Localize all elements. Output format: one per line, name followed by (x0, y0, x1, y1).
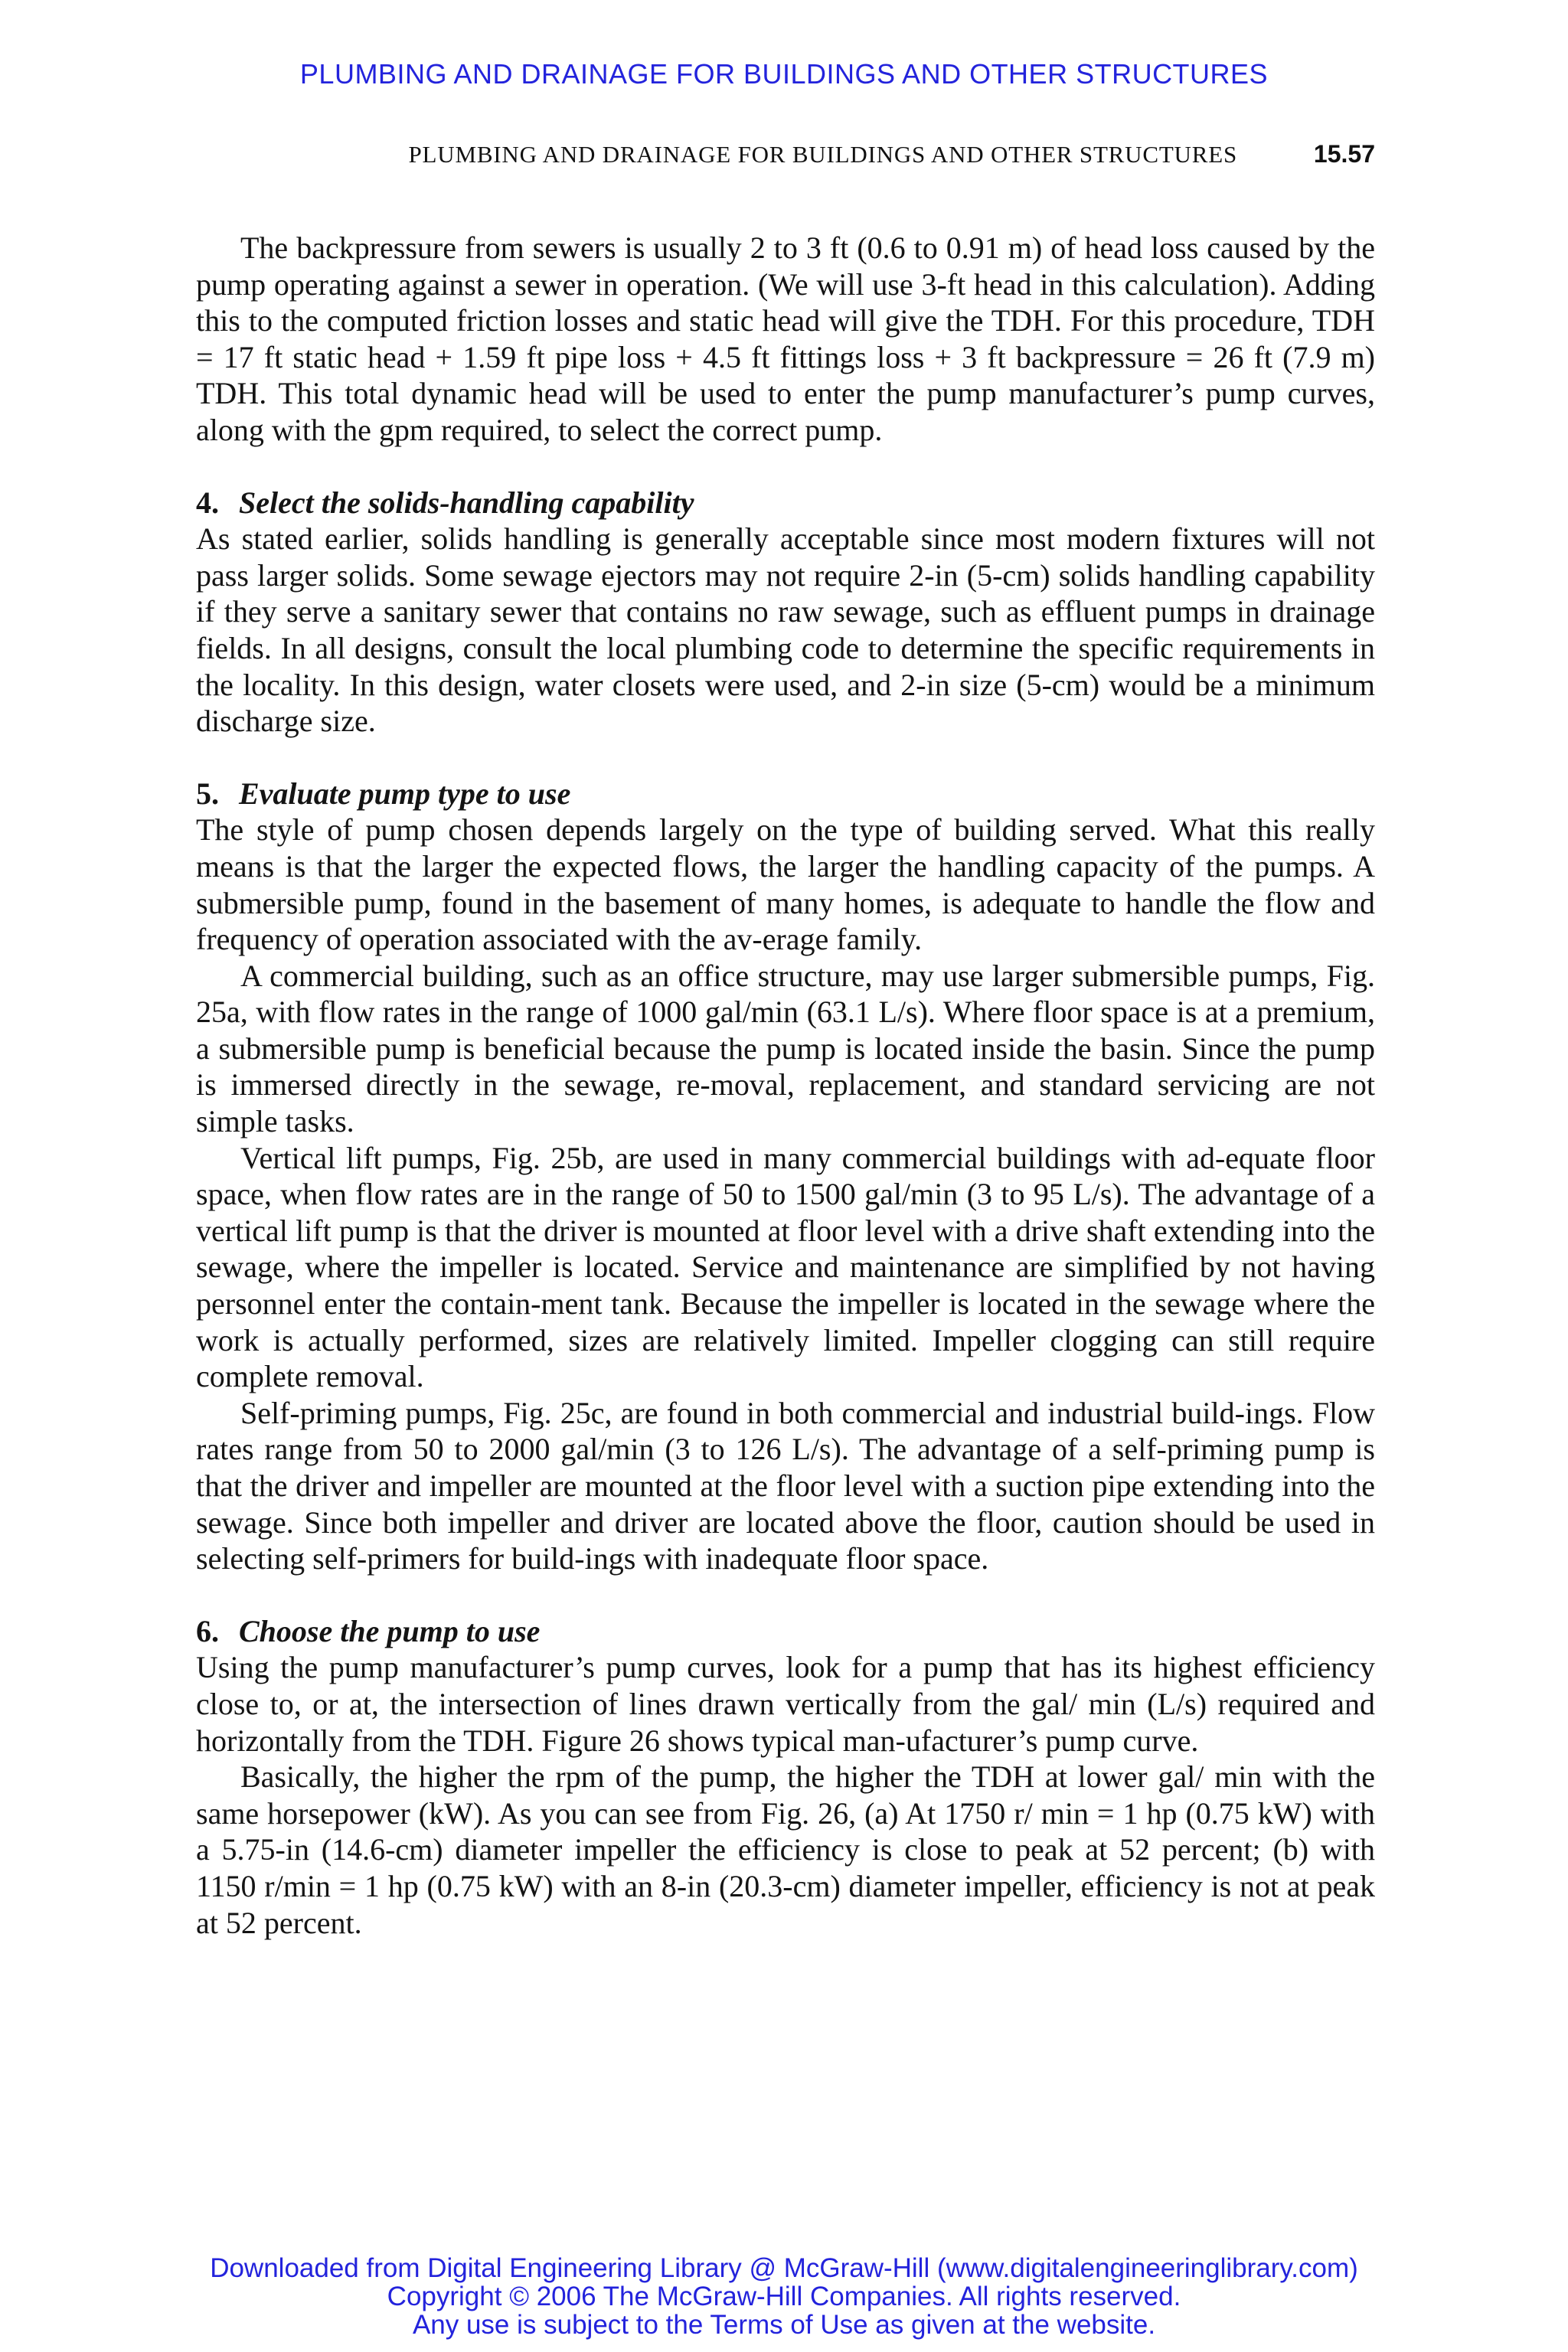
step-4 (196, 485, 1375, 740)
paragraph: The style of pump chosen depends largely on the type of building served. What this really means is that the larger the expected flows, the larger the handling capacity of the pumps. A submersible pump, found in the basement of many homes, is adequate to handle the flow and frequency of operation associated with the av-erage family. (196, 812, 1375, 957)
footer-copyright-line: Copyright © 2006 The McGraw-Hill Companies. All rights reserved. (387, 2282, 1181, 2311)
download-footer (0, 2254, 1568, 2339)
step-heading (196, 1613, 1375, 1650)
step-heading (196, 776, 1375, 812)
body-text (196, 230, 1375, 1941)
step-heading (196, 485, 1375, 521)
intro-paragraph: The backpressure from sewers is usually 2 to 3 ft (0.6 to 0.91 m) of head loss caused by the pump operating against a sewer in operation. (We will use 3-ft head in this calculation). Adding this to the computed friction losses and static head will give the TDH. For this procedure, TDH = 17 ft static head + 1.59 ft pipe loss + 4.5 ft fittings loss + 3 ft backpressure = 26 ft (7.9 m) TDH. This total dynamic head will be used to enter the pump manufacturer’s pump curves, along with the gpm required, to select the correct pump. (196, 230, 1375, 447)
running-title: PLUMBING AND DRAINAGE FOR BUILDINGS AND OTHER STRUCTURES (408, 141, 1237, 168)
step-6 (196, 1613, 1375, 1941)
footer-download-line: Downloaded from Digital Engineering Library @ McGraw-Hill (www.digitalengineeringlibrary.com) (210, 2253, 1358, 2283)
step-number: 4. (196, 485, 219, 520)
step-5 (196, 776, 1375, 1577)
paragraph: Using the pump manufacturer’s pump curves, look for a pump that has its highest efficiency close to, or at, the intersection of lines drawn vertically from the gal/ min (L/s) required and horizontally from the TDH. Figure 26 shows typical man-ufacturer’s pump curve. (196, 1650, 1375, 1758)
paragraph: A commercial building, such as an office structure, may use larger submersible pumps, Fig. 25a, with flow rates in the range of 1000 gal/min (63.1 L/s). Where floor space is at a premium, a submersible pump is beneficial because the pump is located inside the basin. Since the pump is immersed directly in the sewage, re-moval, replacement, and standard servicing are not simple tasks. (196, 958, 1375, 1139)
footer-terms-line: Any use is subject to the Terms of Use as given at the website. (412, 2310, 1156, 2340)
step-title: Select the solids-handling capability (239, 485, 694, 520)
step-number: 6. (196, 1613, 219, 1648)
paragraph: Basically, the higher the rpm of the pump, the higher the TDH at lower gal/ min with the same horsepower (kW). As you can see from Fig. 26, (a) At 1750 r/ min = 1 hp (0.75 kW) with a 5.75-in (14.6-cm) diameter impeller the efficiency is close to peak at 52 percent; (b) with 1150 r/min = 1 hp (0.75 kW) with an 8-in (20.3-cm) diameter impeller, efficiency is not at peak at 52 percent. (196, 1759, 1375, 1940)
paragraph: As stated earlier, solids handling is generally acceptable since most modern fixtures will not pass larger solids. Some sewage ejectors may not require 2-in (5-cm) solids handling capability if they serve a sanitary sewer that contains no raw sewage, such as effluent pumps in drainage fields. In all designs, consult the local plumbing code to determine the specific requirements in the locality. In this design, water closets were used, and 2-in size (5-cm) would be a minimum discharge size. (196, 521, 1375, 739)
page-number: 15.57 (1313, 140, 1375, 168)
step-title: Evaluate pump type to use (239, 776, 571, 811)
paragraph: Vertical lift pumps, Fig. 25b, are used in many commercial buildings with ad-equate floor space, when flow rates are in the range of 50 to 1500 gal/min (3 to 95 L/s). The advantage of a vertical lift pump is that the driver is mounted at floor level with a drive shaft extending into the sewage, where the impeller is located. Service and maintenance are simplified by not having personnel enter the contain-ment tank. Because the impeller is located in the sewage where the work is actually performed, sizes are relatively limited. Impeller clogging can still require complete removal. (196, 1140, 1375, 1394)
step-title: Choose the pump to use (239, 1613, 541, 1648)
paragraph: Self-priming pumps, Fig. 25c, are found in both commercial and industrial build-ings. Flow rates range from 50 to 2000 gal/min (3 to 126 L/s). The advantage of a self-priming pump is that the driver and impeller are mounted at the floor level with a suction pipe extending into the sewage. Since both impeller and driver are located above the floor, caution should be used in selecting self-primers for build-ings with inadequate floor space. (196, 1395, 1375, 1576)
step-number: 5. (196, 776, 219, 811)
running-header (196, 141, 1375, 178)
top-banner-title: PLUMBING AND DRAINAGE FOR BUILDINGS AND OTHER STRUCTURES (299, 58, 1269, 90)
